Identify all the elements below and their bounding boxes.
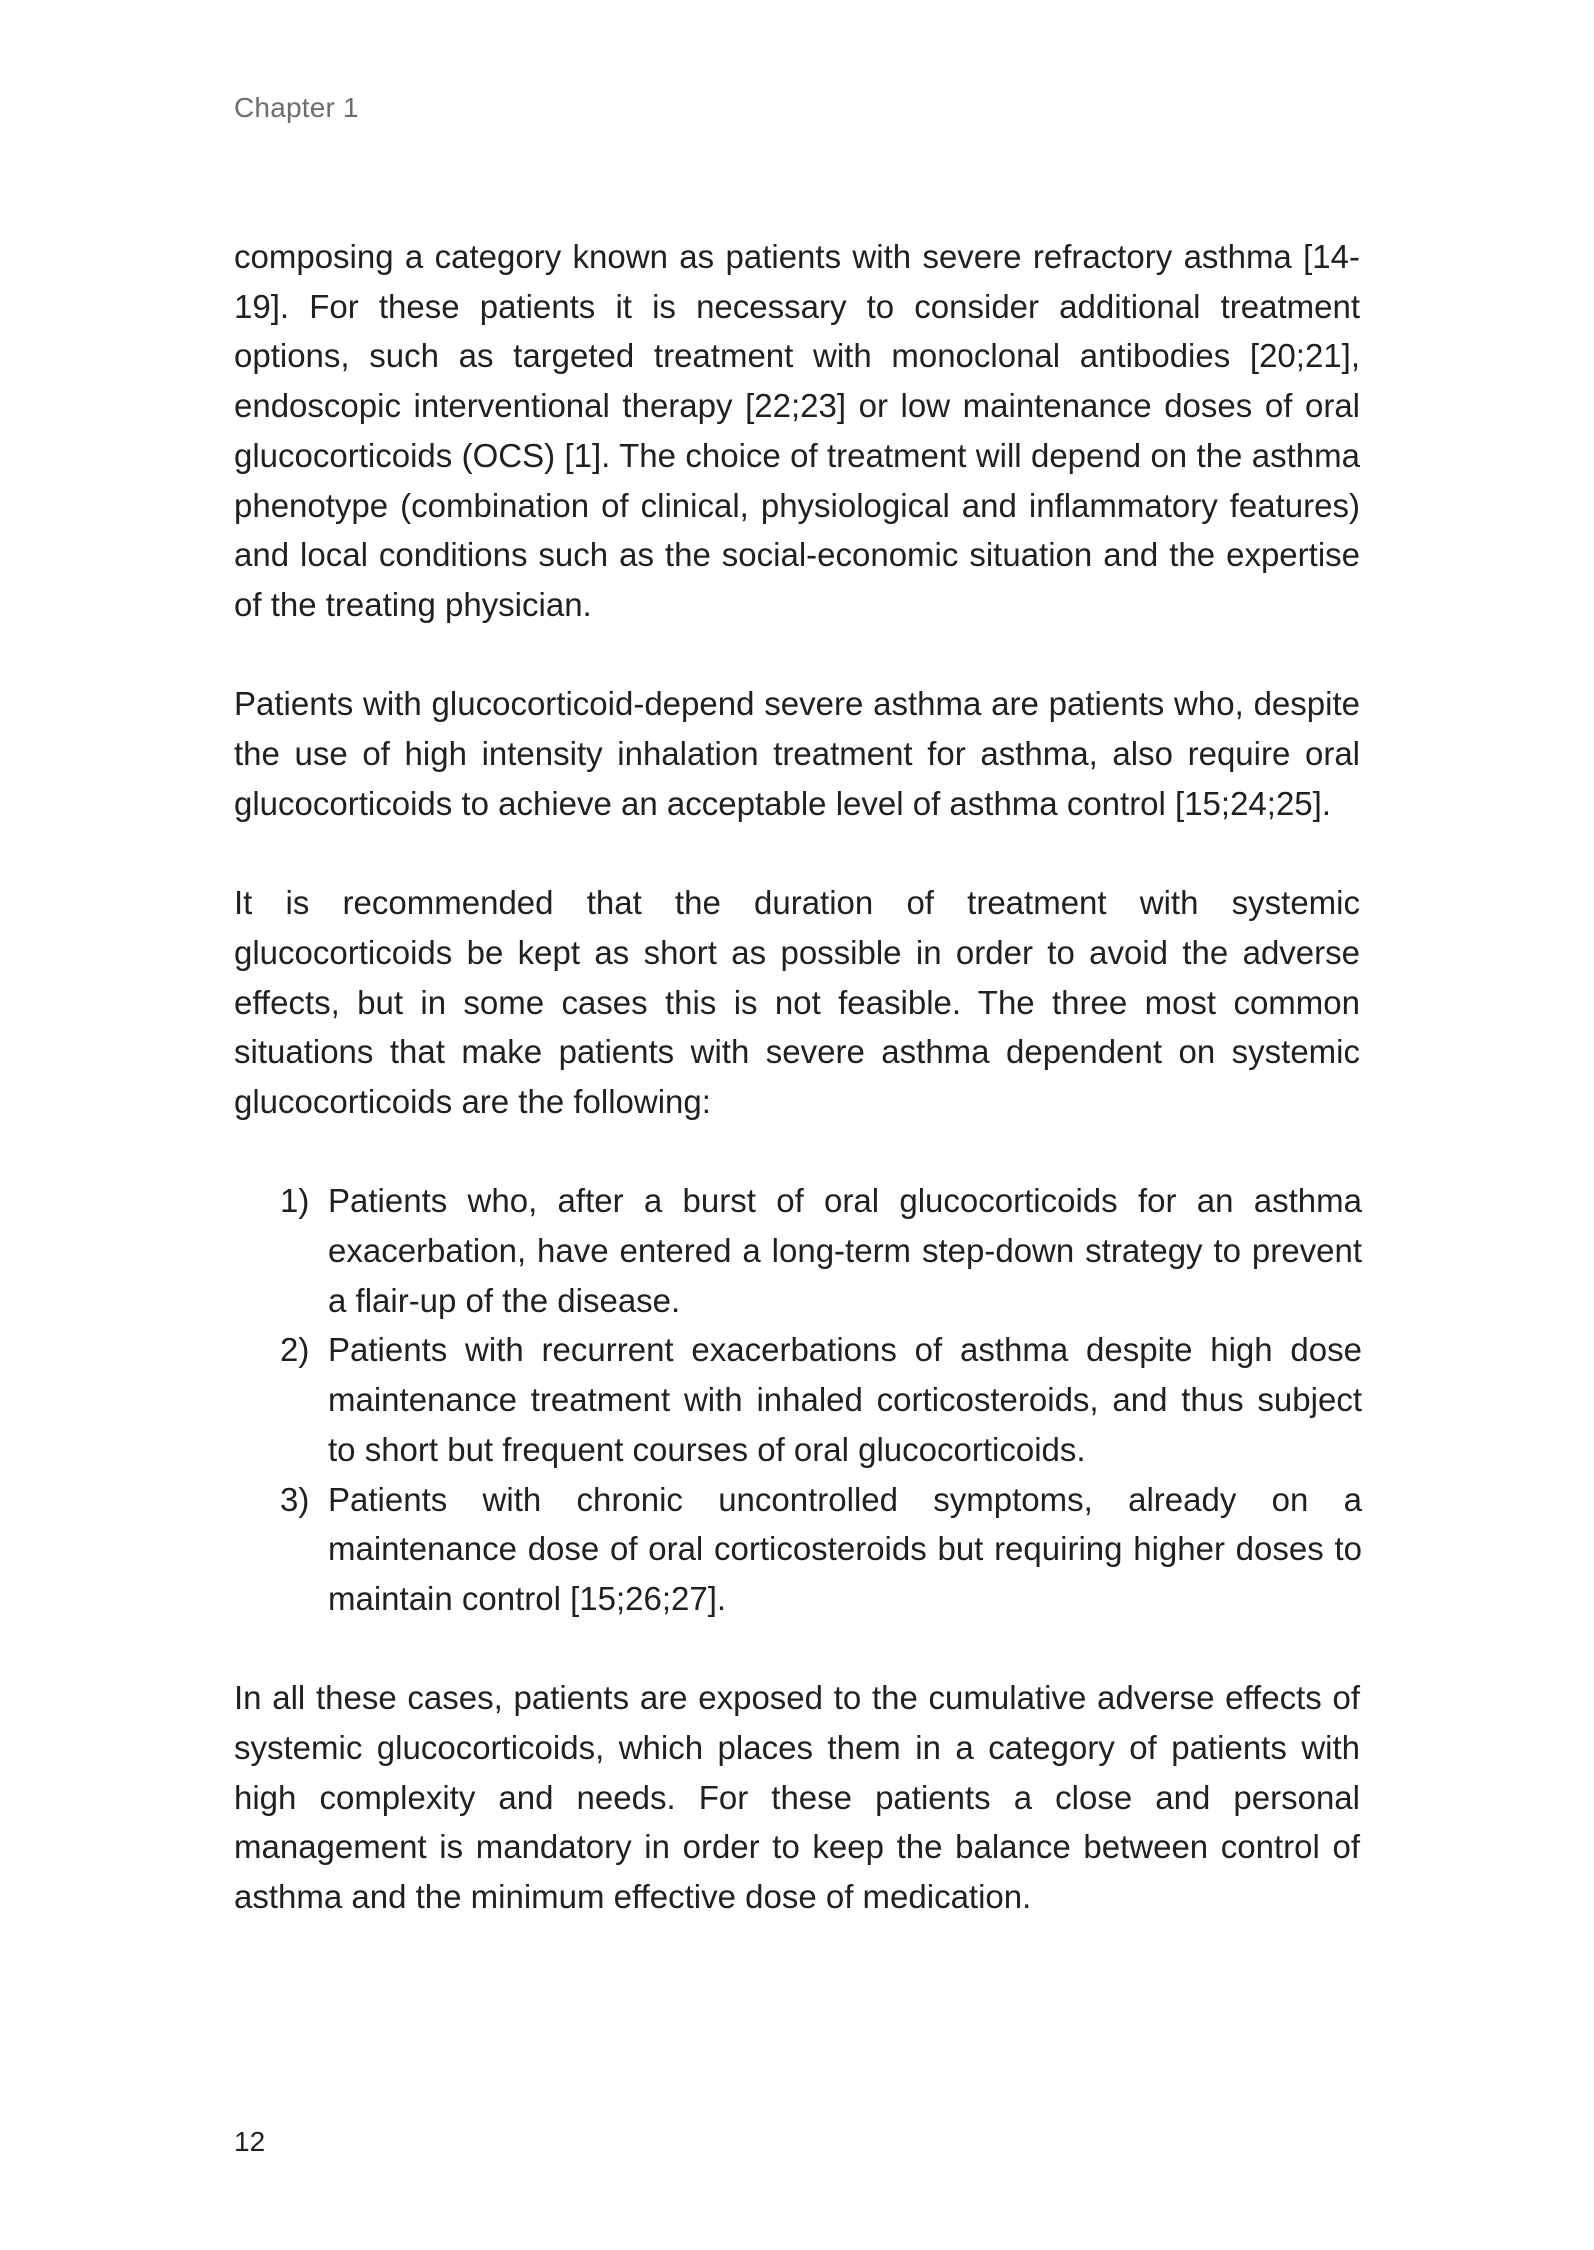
page-number: 12 bbox=[234, 2126, 266, 2157]
list-item bbox=[234, 1475, 1362, 1624]
situations-list bbox=[234, 1176, 1360, 1623]
list-item-number: 2) bbox=[280, 1331, 310, 1369]
list-item-number: 3) bbox=[280, 1480, 310, 1518]
list-item-text: Patients who, after a burst of oral glucocorticoids for an asthma exacerbation, have entered a long-term step-down strategy to prevent a flair-up of the disease. bbox=[328, 1182, 1362, 1319]
paragraph-glucocorticoid-dependent: Patients with glucocorticoid-depend severe asthma are patients who, despite the use of high intensity inhalation treatment for asthma, also require oral glucocorticoids to achieve an acceptable level of asthma control [15;24;25]. bbox=[234, 685, 1360, 822]
paragraph-cumulative-effects: In all these cases, patients are exposed to the cumulative adverse effects of systemic glucocorticoids, which places them in a category of patients with high complexity and needs. For these patients a close and personal management is mandatory in order to keep the balance between control of asthma and the minimum effective dose of medication. bbox=[234, 1679, 1360, 1916]
list-item-text: Patients with chronic uncontrolled symptoms, already on a maintenance dose of oral corticosteroids but requiring higher doses to maintain control [15;26;27]. bbox=[328, 1480, 1362, 1617]
running-header: Chapter 1 bbox=[234, 92, 359, 123]
list-item-text: Patients with recurrent exacerbations of asthma despite high dose maintenance treatment with inhaled corticosteroids, and thus subject to short but frequent courses of oral glucocorticoids. bbox=[328, 1331, 1362, 1468]
list-item bbox=[234, 1176, 1362, 1325]
page-body bbox=[234, 232, 1360, 1972]
paragraph-refractory-asthma: composing a category known as patients with severe refractory asthma [14-19]. For these patients it is necessary to consider additional treatment options, such as targeted treatment with monoclonal antibodies [20;21], endoscopic interventional therapy [22;23] or low maintenance doses of oral glucocorticoids (OCS) [1]. The choice of treatment will depend on the asthma phenotype (combination of clinical, physiological and inflammatory features) and local conditions such as the social-economic situation and the expertise of the treating physician. bbox=[234, 238, 1360, 623]
paragraph-treatment-duration: It is recommended that the duration of treatment with systemic glucocorticoids be kept as short as possible in order to avoid the adverse effects, but in some cases this is not feasible. The three most common situations that make patients with severe asthma dependent on systemic glucocorticoids are the following: bbox=[234, 884, 1360, 1120]
list-item bbox=[234, 1325, 1362, 1474]
list-item-number: 1) bbox=[280, 1182, 310, 1220]
